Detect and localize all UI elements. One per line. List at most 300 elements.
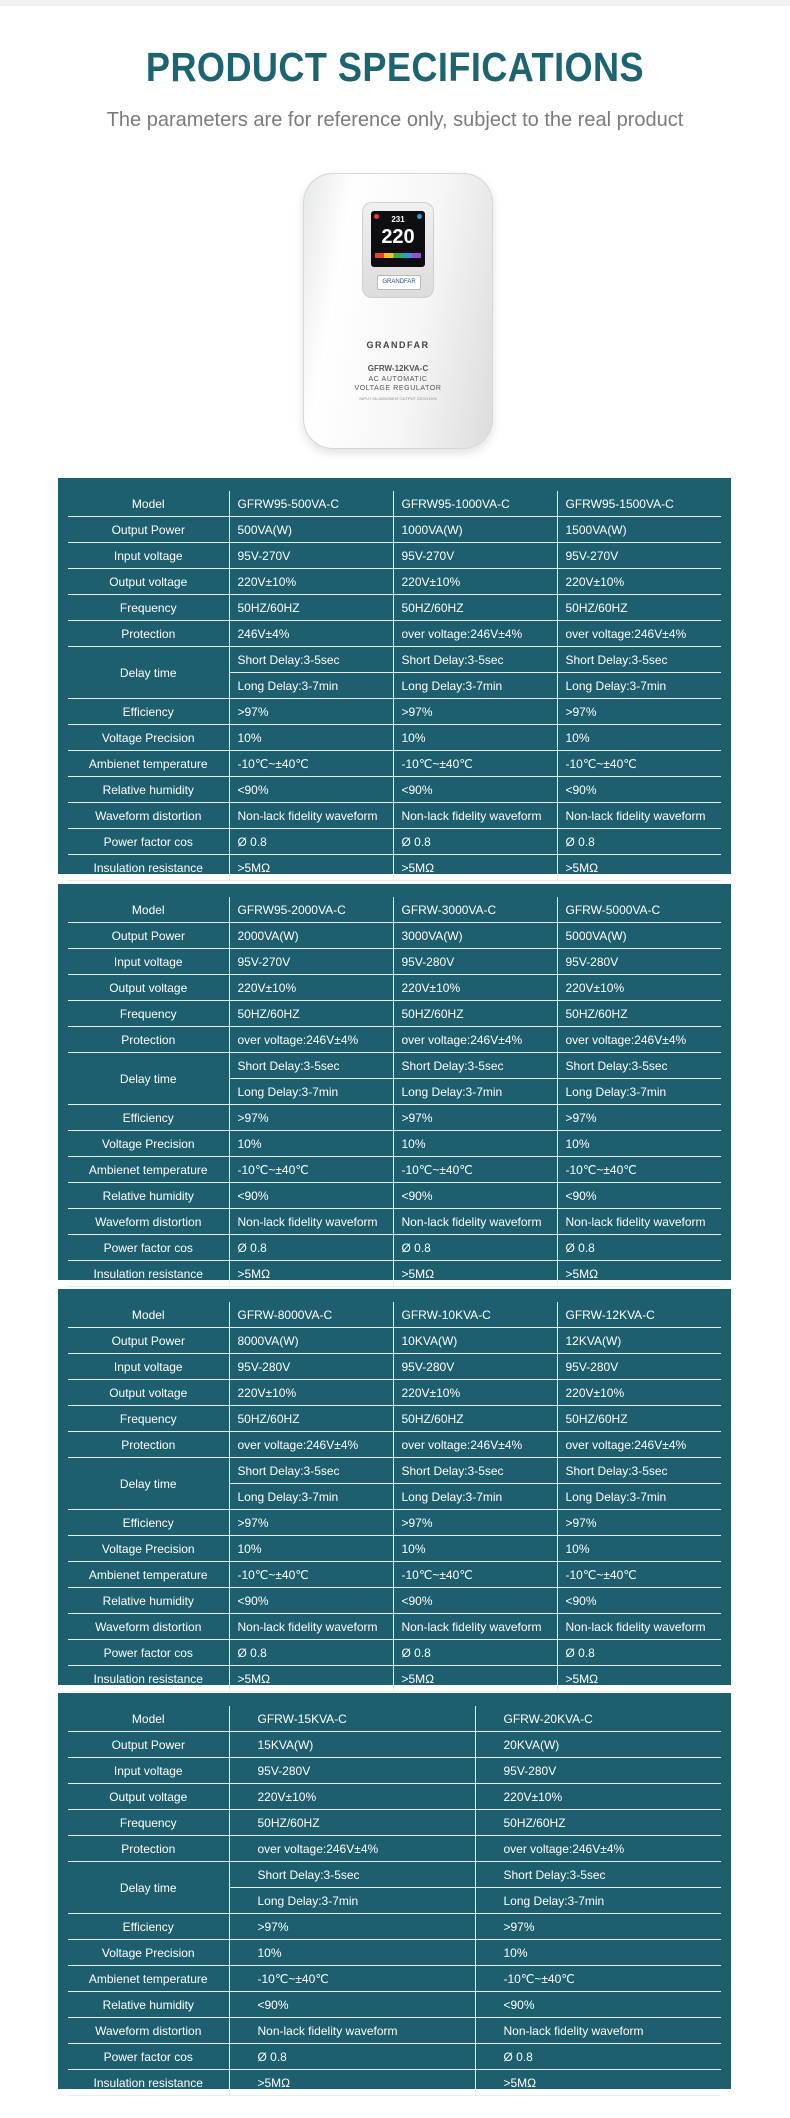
table-row (68, 569, 721, 595)
cell-model: GFRW-3000VA-C (393, 897, 557, 923)
row-label-input-voltage: Input voltage (68, 543, 229, 569)
table-row (68, 2044, 721, 2070)
row-label-waveform-distortion: Waveform distortion (68, 1209, 229, 1235)
cell-waveform-distortion: Non-lack fidelity waveform (557, 1614, 721, 1640)
row-label-voltage-precision: Voltage Precision (68, 1131, 229, 1157)
cell-delay-short: Short Delay:3-5sec (557, 1053, 721, 1079)
row-label-model: Model (68, 1302, 229, 1328)
table-row (68, 1706, 721, 1732)
row-label-insulation-resistance: Insulation resistance (68, 1666, 229, 1692)
cell-voltage-precision: 10% (557, 1131, 721, 1157)
cell-ambient-temperature: -10℃~±40℃ (229, 751, 393, 777)
row-label-relative-humidity: Relative humidity (68, 1588, 229, 1614)
table-row (68, 923, 721, 949)
cell-voltage-precision: 10% (393, 725, 557, 751)
table-row (68, 1614, 721, 1640)
cell-power-factor: Ø 0.8 (393, 829, 557, 855)
cell-insulation-resistance: >5MΩ (393, 1261, 557, 1287)
table-row (68, 1732, 721, 1758)
row-label-input-voltage: Input voltage (68, 1354, 229, 1380)
row-label-delay-time: Delay time (68, 1862, 229, 1914)
cell-power-factor: Ø 0.8 (229, 2044, 475, 2070)
cell-delay-short: Short Delay:3-5sec (393, 647, 557, 673)
cell-waveform-distortion: Non-lack fidelity waveform (229, 1209, 393, 1235)
cell-protection: 246V±4% (229, 621, 393, 647)
cell-efficiency: >97% (475, 1914, 721, 1940)
cell-protection: over voltage:246V±4% (229, 1027, 393, 1053)
cell-input-voltage: 95V-280V (393, 949, 557, 975)
cell-output-power: 2000VA(W) (229, 923, 393, 949)
table-row (68, 1053, 721, 1079)
row-label-power-factor: Power factor cos (68, 1235, 229, 1261)
cell-output-voltage: 220V±10% (229, 1784, 475, 1810)
cell-efficiency: >97% (229, 1105, 393, 1131)
cell-ambient-temperature: -10℃~±40℃ (557, 751, 721, 777)
cell-insulation-resistance: >5MΩ (557, 855, 721, 881)
cell-waveform-distortion: Non-lack fidelity waveform (557, 803, 721, 829)
cell-ambient-temperature: -10℃~±40℃ (229, 1966, 475, 1992)
table-row (68, 621, 721, 647)
cell-model: GFRW-10KVA-C (393, 1302, 557, 1328)
row-label-protection: Protection (68, 621, 229, 647)
spec-table (68, 491, 721, 881)
row-label-ambient-temperature: Ambienet temperature (68, 1157, 229, 1183)
device-desc-line1: AC AUTOMATIC (368, 376, 428, 383)
cell-delay-long: Long Delay:3-7min (557, 673, 721, 699)
table-row (68, 1380, 721, 1406)
table-row (68, 1354, 721, 1380)
cell-delay-long: Long Delay:3-7min (229, 1888, 475, 1914)
table-row (68, 1784, 721, 1810)
cell-voltage-precision: 10% (229, 1536, 393, 1562)
row-label-model: Model (68, 1706, 229, 1732)
row-label-input-voltage: Input voltage (68, 949, 229, 975)
table-row (68, 1001, 721, 1027)
cell-model: GFRW95-1000VA-C (393, 491, 557, 517)
device-desc-line2: VOLTAGE REGULATOR (354, 385, 442, 392)
cell-delay-long: Long Delay:3-7min (557, 1484, 721, 1510)
device-model: GFRW-12KVA-C (367, 364, 429, 373)
cell-relative-humidity: <90% (393, 1183, 557, 1209)
row-label-power-factor: Power factor cos (68, 2044, 229, 2070)
device-rating: INPUT 95-280V/50HZ OUTPUT 220V±10% (359, 396, 437, 401)
row-label-insulation-resistance: Insulation resistance (68, 855, 229, 881)
cell-voltage-precision: 10% (229, 1940, 475, 1966)
cell-efficiency: >97% (557, 699, 721, 725)
table-row (68, 1432, 721, 1458)
cell-waveform-distortion: Non-lack fidelity waveform (229, 1614, 393, 1640)
cell-delay-long: Long Delay:3-7min (229, 673, 393, 699)
row-label-output-power: Output Power (68, 1732, 229, 1758)
table-row (68, 1666, 721, 1692)
row-label-frequency: Frequency (68, 1406, 229, 1432)
cell-output-power: 500VA(W) (229, 517, 393, 543)
row-label-delay-time: Delay time (68, 1053, 229, 1105)
cell-frequency: 50HZ/60HZ (393, 595, 557, 621)
brand-badge: GRANDFAR (377, 275, 421, 290)
cell-voltage-precision: 10% (393, 1536, 557, 1562)
cell-model: GFRW95-2000VA-C (229, 897, 393, 923)
cell-output-voltage: 220V±10% (475, 1784, 721, 1810)
cell-output-power: 12KVA(W) (557, 1328, 721, 1354)
cell-input-voltage: 95V-270V (393, 543, 557, 569)
lcd-screen (371, 211, 425, 267)
top-strip (0, 0, 790, 6)
cell-model: GFRW-5000VA-C (557, 897, 721, 923)
cell-waveform-distortion: Non-lack fidelity waveform (393, 1614, 557, 1640)
row-label-voltage-precision: Voltage Precision (68, 725, 229, 751)
row-label-model: Model (68, 897, 229, 923)
table-row (68, 751, 721, 777)
cell-insulation-resistance: >5MΩ (229, 855, 393, 881)
table-row (68, 1261, 721, 1287)
cell-ambient-temperature: -10℃~±40℃ (557, 1157, 721, 1183)
cell-input-voltage: 95V-270V (229, 949, 393, 975)
cell-protection: over voltage:246V±4% (229, 1836, 475, 1862)
cell-model: GFRW-12KVA-C (557, 1302, 721, 1328)
cell-delay-short: Short Delay:3-5sec (557, 1458, 721, 1484)
cell-ambient-temperature: -10℃~±40℃ (229, 1562, 393, 1588)
row-label-frequency: Frequency (68, 595, 229, 621)
row-label-relative-humidity: Relative humidity (68, 1183, 229, 1209)
table-row (68, 1810, 721, 1836)
cell-relative-humidity: <90% (557, 1588, 721, 1614)
row-label-ambient-temperature: Ambienet temperature (68, 751, 229, 777)
cell-output-power: 10KVA(W) (393, 1328, 557, 1354)
cell-ambient-temperature: -10℃~±40℃ (557, 1562, 721, 1588)
cell-protection: over voltage:246V±4% (557, 1432, 721, 1458)
cell-relative-humidity: <90% (229, 1588, 393, 1614)
table-row (68, 1966, 721, 1992)
row-label-output-voltage: Output voltage (68, 975, 229, 1001)
row-label-voltage-precision: Voltage Precision (68, 1536, 229, 1562)
row-label-relative-humidity: Relative humidity (68, 1992, 229, 2018)
cell-relative-humidity: <90% (229, 1183, 393, 1209)
table-row (68, 2070, 721, 2096)
table-row (68, 543, 721, 569)
cell-efficiency: >97% (557, 1105, 721, 1131)
spec-table-2 (58, 884, 731, 1280)
cell-input-voltage: 95V-280V (475, 1758, 721, 1784)
row-label-insulation-resistance: Insulation resistance (68, 1261, 229, 1287)
cell-insulation-resistance: >5MΩ (557, 1261, 721, 1287)
device-brand: GRANDFAR (366, 340, 430, 350)
cell-ambient-temperature: -10℃~±40℃ (393, 751, 557, 777)
spec-table-1 (58, 478, 731, 874)
cell-delay-short: Short Delay:3-5sec (229, 1053, 393, 1079)
row-label-output-power: Output Power (68, 1328, 229, 1354)
cell-frequency: 50HZ/60HZ (229, 1406, 393, 1432)
cell-delay-short: Short Delay:3-5sec (229, 1862, 475, 1888)
cell-input-voltage: 95V-280V (229, 1758, 475, 1784)
table-row (68, 975, 721, 1001)
cell-voltage-precision: 10% (393, 1131, 557, 1157)
cell-model: GFRW-8000VA-C (229, 1302, 393, 1328)
cell-input-voltage: 95V-280V (557, 1354, 721, 1380)
cell-ambient-temperature: -10℃~±40℃ (475, 1966, 721, 1992)
cell-ambient-temperature: -10℃~±40℃ (229, 1157, 393, 1183)
table-row (68, 517, 721, 543)
cell-voltage-precision: 10% (557, 725, 721, 751)
cell-voltage-precision: 10% (229, 725, 393, 751)
cell-output-power: 3000VA(W) (393, 923, 557, 949)
cell-delay-long: Long Delay:3-7min (393, 673, 557, 699)
row-label-input-voltage: Input voltage (68, 1758, 229, 1784)
row-label-protection: Protection (68, 1027, 229, 1053)
spec-table (68, 897, 721, 1287)
cell-delay-short: Short Delay:3-5sec (475, 1862, 721, 1888)
row-label-frequency: Frequency (68, 1001, 229, 1027)
cell-relative-humidity: <90% (393, 777, 557, 803)
cell-power-factor: Ø 0.8 (557, 1235, 721, 1261)
table-row (68, 1510, 721, 1536)
cell-relative-humidity: <90% (475, 1992, 721, 2018)
table-row (68, 491, 721, 517)
cell-output-power: 1500VA(W) (557, 517, 721, 543)
table-row (68, 1862, 721, 1888)
cell-ambient-temperature: -10℃~±40℃ (393, 1157, 557, 1183)
spec-table-4 (58, 1693, 731, 2089)
cell-output-power: 5000VA(W) (557, 923, 721, 949)
cell-protection: over voltage:246V±4% (393, 621, 557, 647)
table-row (68, 1536, 721, 1562)
cell-efficiency: >97% (229, 699, 393, 725)
table-row (68, 1588, 721, 1614)
row-label-efficiency: Efficiency (68, 699, 229, 725)
table-row (68, 1157, 721, 1183)
cell-relative-humidity: <90% (393, 1588, 557, 1614)
product-image (303, 173, 493, 449)
spec-table (68, 1302, 721, 1692)
row-label-insulation-resistance: Insulation resistance (68, 2070, 229, 2096)
cell-waveform-distortion: Non-lack fidelity waveform (393, 1209, 557, 1235)
cell-delay-short: Short Delay:3-5sec (557, 647, 721, 673)
table-row (68, 1235, 721, 1261)
row-label-output-power: Output Power (68, 517, 229, 543)
cell-efficiency: >97% (393, 1105, 557, 1131)
screen-output-reading: 220 (381, 226, 415, 248)
cell-efficiency: >97% (393, 699, 557, 725)
row-label-waveform-distortion: Waveform distortion (68, 1614, 229, 1640)
cell-delay-short: Short Delay:3-5sec (229, 1458, 393, 1484)
table-row (68, 1836, 721, 1862)
cell-efficiency: >97% (393, 1510, 557, 1536)
row-label-delay-time: Delay time (68, 1458, 229, 1510)
cell-efficiency: >97% (557, 1510, 721, 1536)
cell-output-voltage: 220V±10% (393, 1380, 557, 1406)
cell-delay-long: Long Delay:3-7min (393, 1079, 557, 1105)
row-label-ambient-temperature: Ambienet temperature (68, 1562, 229, 1588)
cell-power-factor: Ø 0.8 (393, 1235, 557, 1261)
cell-delay-long: Long Delay:3-7min (557, 1079, 721, 1105)
row-label-model: Model (68, 491, 229, 517)
cell-output-voltage: 220V±10% (393, 975, 557, 1001)
cell-frequency: 50HZ/60HZ (393, 1406, 557, 1432)
cell-waveform-distortion: Non-lack fidelity waveform (229, 803, 393, 829)
cell-frequency: 50HZ/60HZ (557, 1001, 721, 1027)
row-label-waveform-distortion: Waveform distortion (68, 803, 229, 829)
table-row (68, 1640, 721, 1666)
table-row (68, 1458, 721, 1484)
cell-power-factor: Ø 0.8 (229, 1640, 393, 1666)
cell-frequency: 50HZ/60HZ (475, 1810, 721, 1836)
table-row (68, 725, 721, 751)
spec-table (68, 1706, 721, 2096)
table-row (68, 803, 721, 829)
cell-delay-short: Short Delay:3-5sec (229, 647, 393, 673)
cell-output-voltage: 220V±10% (557, 1380, 721, 1406)
cell-insulation-resistance: >5MΩ (229, 1666, 393, 1692)
cell-frequency: 50HZ/60HZ (393, 1001, 557, 1027)
cell-delay-short: Short Delay:3-5sec (393, 1458, 557, 1484)
cell-output-voltage: 220V±10% (229, 569, 393, 595)
cell-ambient-temperature: -10℃~±40℃ (393, 1562, 557, 1588)
cell-protection: over voltage:246V±4% (393, 1027, 557, 1053)
cell-relative-humidity: <90% (557, 1183, 721, 1209)
row-label-waveform-distortion: Waveform distortion (68, 2018, 229, 2044)
cell-waveform-distortion: Non-lack fidelity waveform (475, 2018, 721, 2044)
row-label-ambient-temperature: Ambienet temperature (68, 1966, 229, 1992)
cell-output-voltage: 220V±10% (393, 569, 557, 595)
spec-table-3 (58, 1289, 731, 1685)
table-row (68, 1940, 721, 1966)
cell-voltage-precision: 10% (557, 1536, 721, 1562)
table-row (68, 1105, 721, 1131)
cell-relative-humidity: <90% (557, 777, 721, 803)
cell-insulation-resistance: >5MΩ (229, 1261, 393, 1287)
cell-frequency: 50HZ/60HZ (229, 595, 393, 621)
cell-waveform-distortion: Non-lack fidelity waveform (229, 2018, 475, 2044)
page-title: PRODUCT SPECIFICATIONS (145, 44, 645, 90)
cell-insulation-resistance: >5MΩ (229, 2070, 475, 2096)
table-row (68, 897, 721, 923)
row-label-power-factor: Power factor cos (68, 1640, 229, 1666)
cell-output-voltage: 220V±10% (557, 569, 721, 595)
row-label-efficiency: Efficiency (68, 1105, 229, 1131)
cell-power-factor: Ø 0.8 (393, 1640, 557, 1666)
table-row (68, 647, 721, 673)
cell-insulation-resistance: >5MΩ (393, 855, 557, 881)
cell-power-factor: Ø 0.8 (557, 829, 721, 855)
cell-protection: over voltage:246V±4% (229, 1432, 393, 1458)
table-row (68, 1406, 721, 1432)
table-row (68, 1183, 721, 1209)
cell-frequency: 50HZ/60HZ (557, 1406, 721, 1432)
table-row (68, 2018, 721, 2044)
cell-model: GFRW95-1500VA-C (557, 491, 721, 517)
cell-insulation-resistance: >5MΩ (557, 1666, 721, 1692)
row-label-protection: Protection (68, 1836, 229, 1862)
cell-efficiency: >97% (229, 1510, 393, 1536)
cell-waveform-distortion: Non-lack fidelity waveform (393, 803, 557, 829)
table-row (68, 1992, 721, 2018)
table-row (68, 595, 721, 621)
screen-input-reading: 231 (391, 215, 405, 224)
screen-level-bar (375, 253, 421, 258)
cell-output-voltage: 220V±10% (229, 1380, 393, 1406)
cell-frequency: 50HZ/60HZ (229, 1001, 393, 1027)
table-row (68, 699, 721, 725)
table-row (68, 949, 721, 975)
cell-power-factor: Ø 0.8 (475, 2044, 721, 2070)
row-label-output-voltage: Output voltage (68, 1380, 229, 1406)
cell-input-voltage: 95V-270V (229, 543, 393, 569)
cell-output-power: 8000VA(W) (229, 1328, 393, 1354)
cell-input-voltage: 95V-270V (557, 543, 721, 569)
cell-model: GFRW-20KVA-C (475, 1706, 721, 1732)
cell-output-voltage: 220V±10% (229, 975, 393, 1001)
cell-delay-long: Long Delay:3-7min (475, 1888, 721, 1914)
row-label-output-voltage: Output voltage (68, 569, 229, 595)
cell-delay-long: Long Delay:3-7min (393, 1484, 557, 1510)
table-row (68, 1131, 721, 1157)
cell-power-factor: Ø 0.8 (557, 1640, 721, 1666)
cell-delay-long: Long Delay:3-7min (229, 1079, 393, 1105)
cell-protection: over voltage:246V±4% (475, 1836, 721, 1862)
cell-insulation-resistance: >5MΩ (393, 1666, 557, 1692)
page-subtitle: The parameters are for reference only, subject to the real product (106, 109, 684, 131)
cell-protection: over voltage:246V±4% (557, 1027, 721, 1053)
table-row (68, 1914, 721, 1940)
table-row (68, 855, 721, 881)
table-row (68, 1027, 721, 1053)
cell-model: GFRW-15KVA-C (229, 1706, 475, 1732)
cell-output-voltage: 220V±10% (557, 975, 721, 1001)
cell-efficiency: >97% (229, 1914, 475, 1940)
row-label-efficiency: Efficiency (68, 1510, 229, 1536)
cell-delay-short: Short Delay:3-5sec (393, 1053, 557, 1079)
cell-voltage-precision: 10% (475, 1940, 721, 1966)
cell-power-factor: Ø 0.8 (229, 829, 393, 855)
control-panel (362, 202, 434, 298)
cell-model: GFRW95-500VA-C (229, 491, 393, 517)
cell-output-power: 15KVA(W) (229, 1732, 475, 1758)
row-label-delay-time: Delay time (68, 647, 229, 699)
table-row (68, 1328, 721, 1354)
row-label-power-factor: Power factor cos (68, 829, 229, 855)
cell-protection: over voltage:246V±4% (393, 1432, 557, 1458)
row-label-relative-humidity: Relative humidity (68, 777, 229, 803)
cell-delay-long: Long Delay:3-7min (229, 1484, 393, 1510)
cell-input-voltage: 95V-280V (229, 1354, 393, 1380)
cell-relative-humidity: <90% (229, 777, 393, 803)
table-row (68, 829, 721, 855)
cell-waveform-distortion: Non-lack fidelity waveform (557, 1209, 721, 1235)
cell-frequency: 50HZ/60HZ (229, 1810, 475, 1836)
cell-power-factor: Ø 0.8 (229, 1235, 393, 1261)
row-label-output-power: Output Power (68, 923, 229, 949)
cell-protection: over voltage:246V±4% (557, 621, 721, 647)
cell-input-voltage: 95V-280V (557, 949, 721, 975)
table-row (68, 777, 721, 803)
cell-input-voltage: 95V-280V (393, 1354, 557, 1380)
row-label-output-voltage: Output voltage (68, 1784, 229, 1810)
cell-voltage-precision: 10% (229, 1131, 393, 1157)
cell-insulation-resistance: >5MΩ (475, 2070, 721, 2096)
row-label-frequency: Frequency (68, 1810, 229, 1836)
cell-frequency: 50HZ/60HZ (557, 595, 721, 621)
row-label-voltage-precision: Voltage Precision (68, 1940, 229, 1966)
table-row (68, 1302, 721, 1328)
row-label-protection: Protection (68, 1432, 229, 1458)
row-label-efficiency: Efficiency (68, 1914, 229, 1940)
cell-output-power: 20KVA(W) (475, 1732, 721, 1758)
table-row (68, 1758, 721, 1784)
table-row (68, 1562, 721, 1588)
table-row (68, 1209, 721, 1235)
cell-output-power: 1000VA(W) (393, 517, 557, 543)
cell-relative-humidity: <90% (229, 1992, 475, 2018)
